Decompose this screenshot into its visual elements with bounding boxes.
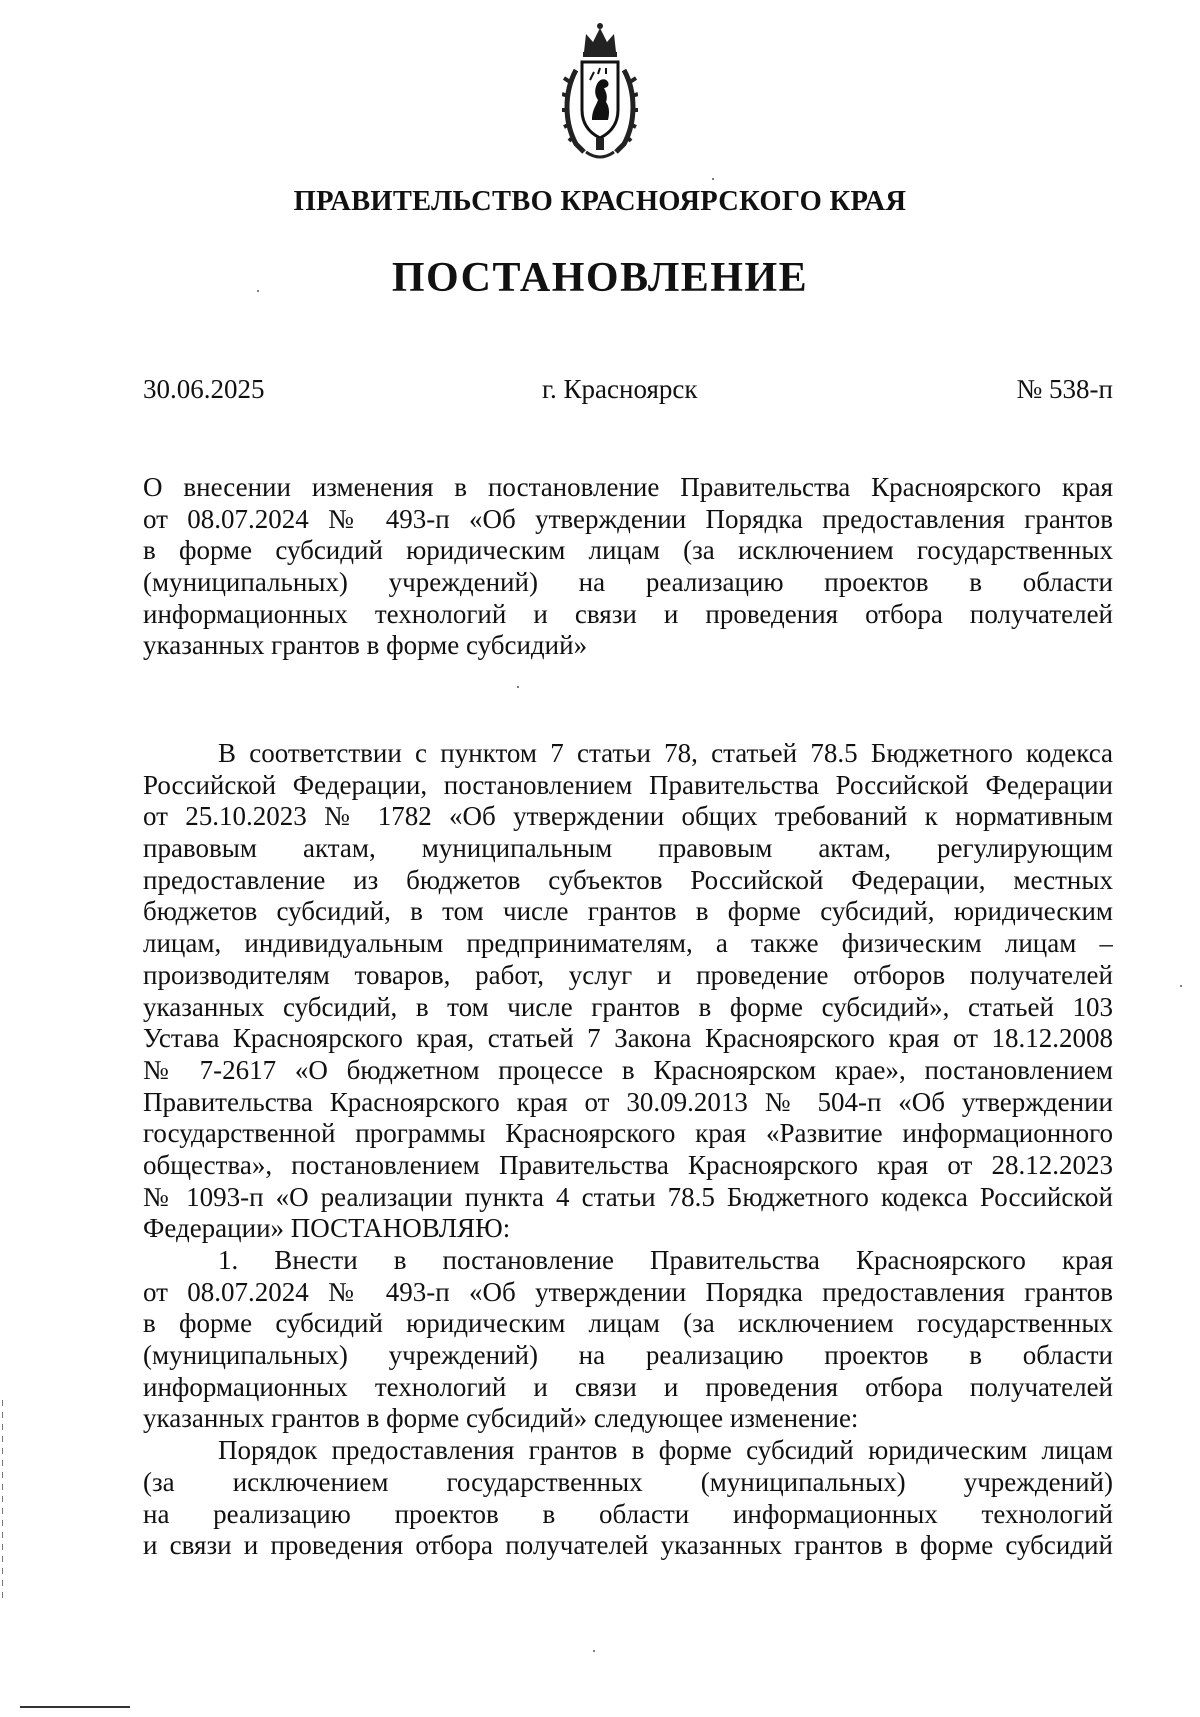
body-line: указанных субсидий, в том числе грантов в форме субсидий», статьей 103 (143, 991, 1113, 1022)
body-line: от 25.10.2023 № 1782 «Об утверждении общих требований к нормативным (143, 801, 1113, 832)
title-line: О внесении изменения в постановление Правительства Красноярского края (143, 472, 1113, 502)
body-line: в форме субсидий юридическим лицам (за исключением государственных (143, 1308, 1113, 1339)
title-line: информационных технологий и связи и проведения отбора получателей (143, 598, 1113, 629)
body-line: № 7-2617 «О бюджетном процессе в Красноярском крае», постановлением (143, 1054, 1113, 1085)
body-line: лицам, индивидуальным предпринимателям, а также физическим лицам – (143, 928, 1113, 959)
body-line: Российской Федерации, постановлением Правительства Российской Федерации (143, 769, 1113, 800)
body-line: производителям товаров, работ, услуг и проведение отборов получателей (143, 959, 1113, 990)
body-line: Порядок предоставления грантов в форме субсидий юридическим лицам (218, 1435, 1113, 1466)
title-line: (муниципальных) учреждений) на реализацию проектов в области (143, 567, 1113, 598)
organization-title: ПРАВИТЕЛЬСТВО КРАСНОЯРСКОГО КРАЯ (293, 186, 907, 217)
body-line: и связи и проведения отбора получателей указанных грантов в форме субсидий (143, 1530, 1113, 1561)
document-number: № 538-п (1016, 374, 1113, 404)
body-line: 1. Внести в постановление Правительства Красноярского края (218, 1245, 1113, 1275)
body-line: указанных грантов в форме субсидий» следующее изменение: (143, 1403, 859, 1434)
body-line: Правительства Красноярского края от 30.09.2013 № 504-п «Об утверждении (143, 1086, 1113, 1117)
body-line: (за исключением государственных (муниципальных) учреждений) (143, 1466, 1113, 1497)
body-line: правовым актам, муниципальным правовым актам, регулирующим (143, 833, 1113, 864)
body-line: Федерации» ПОСТАНОВЛЯЮ: (143, 1213, 511, 1244)
body-line: Устава Красноярского края, статьей 7 Закона Красноярского края от 18.12.2008 (143, 1023, 1113, 1054)
body-line: (муниципальных) учреждений) на реализацию проектов в области (143, 1340, 1113, 1371)
document-date: 30.06.2025 (143, 374, 265, 404)
body-line: от 08.07.2024 № 493-п «Об утверждении Порядка предоставления грантов (143, 1276, 1113, 1307)
scan-speck (1180, 985, 1182, 987)
body-line: бюджетов субсидий, в том числе грантов в форме субсидий, юридическим (143, 896, 1113, 927)
scan-speck (712, 178, 714, 180)
scan-speck (257, 290, 259, 292)
scan-edge-mark (2, 1400, 3, 1600)
body-line: предоставление из бюджетов субъектов Российской Федерации, местных (143, 864, 1113, 895)
title-line: от 08.07.2024 № 493-п «Об утверждении Порядка предоставления грантов (143, 503, 1113, 534)
document-body (143, 738, 1113, 1562)
body-line: общества», постановлением Правительства Красноярского края от 28.12.2023 (143, 1149, 1113, 1180)
body-line: государственной программы Красноярского края «Развитие информационного (143, 1118, 1113, 1149)
document-type-heading: ПОСТАНОВЛЕНИЕ (391, 255, 809, 301)
body-line: № 1093-п «О реализации пункта 4 статьи 78.5 Бюджетного кодекса Российской (143, 1181, 1113, 1212)
scan-speck (593, 1650, 595, 1652)
body-line: на реализацию проектов в области информационных технологий (143, 1498, 1113, 1529)
footer-rule (20, 1706, 130, 1708)
body-line: информационных технологий и связи и проведения отбора получателей (143, 1371, 1113, 1402)
document-city: г. Красноярск (542, 374, 698, 404)
coat-of-arms-icon (562, 22, 638, 164)
body-line: В соответствии с пунктом 7 статьи 78, статьей 78.5 Бюджетного кодекса (218, 738, 1113, 768)
title-line: указанных грантов в форме субсидий» (143, 630, 588, 661)
title-line: в форме субсидий юридическим лицам (за исключением государственных (143, 535, 1113, 566)
scan-speck (517, 686, 519, 688)
document-title (143, 472, 1113, 662)
